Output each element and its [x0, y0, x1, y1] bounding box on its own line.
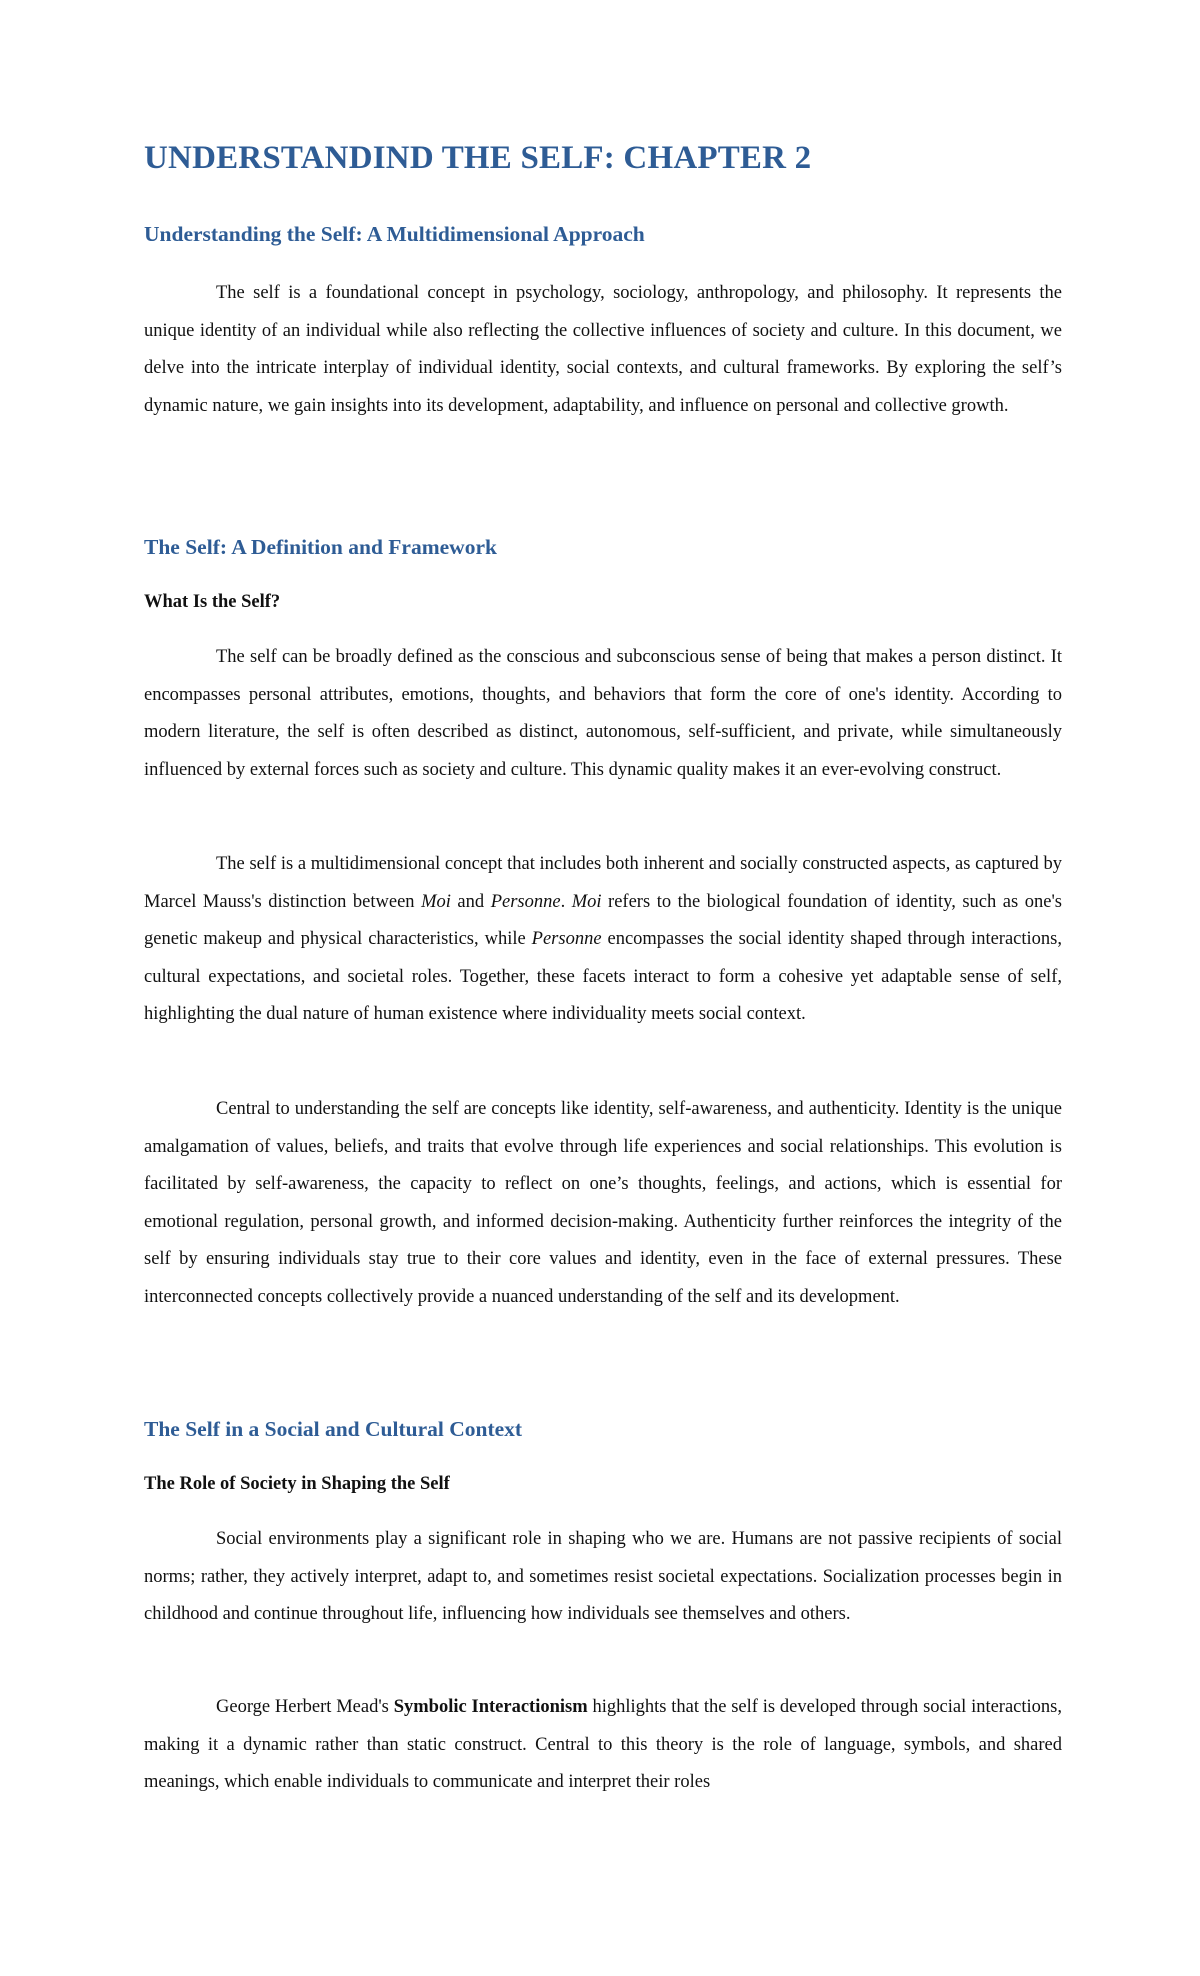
definition-paragraph-1: The self can be broadly defined as the conscious and subconscious sense of being that makes a person distinct. It encompasses personal attributes, emotions, thoughts, and behaviors that form the core of one's identity. According to modern literature, the self is often described as distinct, autonomous, self-sufficient, and private, while simultaneously influenced by external forces such as society and culture. This dynamic quality makes it an ever-evolving construct. — [144, 647, 1062, 780]
society-paragraph-1: Social environments play a significant role in shaping who we are. Humans are not passive recipients of social norms; rather, they actively interpret, adapt to, and sometimes resist societal expectations. Socialization processes begin in childhood and continue throughout life, influencing how individuals see themselves and others. — [144, 1529, 1062, 1624]
subheading-what-is-self: What Is the Self? — [144, 592, 281, 612]
document-title: UNDERSTANDIND THE SELF: CHAPTER 2 — [144, 140, 812, 176]
s2p2-text-a: George Herbert Mead's — [216, 1697, 394, 1717]
section-heading-social-context: The Self in a Social and Cultural Context — [144, 1417, 523, 1441]
p2-text-d: refers to the biological foundation of identity, such as one's genetic makeup and physical characteristics, while — [144, 891, 1062, 949]
p2-text-b: and — [450, 891, 491, 912]
definition-paragraph-3: Central to understanding the self are concepts like identity, self-awareness, and authenticity. Identity is the unique amalgamation of values, beliefs, and traits that evolve through life experiences and social relationships. This evolution is facilitated by self-awareness, the capacity to reflect on one’s thoughts, feelings, and actions, which is essential for emotional regulation, personal growth, and informed decision-making. Authenticity further reinforces the integrity of the self by ensuring individuals stay true to their core values and identity, even in the face of external pressures. These interconnected concepts collectively provide a nuanced understanding of the self and its development. — [144, 1099, 1062, 1307]
section-heading-definition: The Self: A Definition and Framework — [144, 535, 497, 559]
intro-heading: Understanding the Self: A Multidimensional Approach — [144, 222, 645, 246]
subheading-role-of-society: The Role of Society in Shaping the Self — [144, 1474, 450, 1494]
term-symbolic-interactionism: Symbolic Interactionism — [393, 1697, 588, 1717]
intro-paragraph: The self is a foundational concept in psychology, sociology, anthropology, and philosophy. It represents the unique identity of an individual while also reflecting the collective influences of society and culture. In this document, we delve into the intricate interplay of individual identity, social contexts, and cultural frameworks. By exploring the self’s dynamic nature, we gain insights into its development, adaptability, and influence on personal and collective growth. — [144, 283, 1062, 416]
p2-text-a: The self is a multidimensional concept that includes both inherent and socially constructed aspects, as captured by Marcel Mauss's distinction between — [144, 854, 1062, 912]
term-personne-2: Personne — [531, 929, 602, 949]
p2-text-e: encompasses the social identity shaped through interactions, cultural expectations, and societal roles. Together, these facets interact to form a cohesive yet adaptable sense of self, highlighting the dual nature of human existence where individuality meets social context. — [144, 929, 1062, 1024]
s2p2-text-b: highlights that the self is developed through social interactions, making it a dynamic rather than static construct. Central to this theory is the role of language, symbols, and shared meanings, which enable individuals to communicate and interpret their roles — [144, 1697, 1062, 1792]
p2-text-c: . — [560, 891, 572, 912]
term-moi-2: Moi — [571, 891, 602, 912]
term-moi: Moi — [421, 891, 451, 912]
society-paragraph-2 — [144, 1689, 1062, 1802]
term-personne: Personne — [490, 891, 561, 912]
definition-paragraph-2 — [144, 846, 1062, 1034]
